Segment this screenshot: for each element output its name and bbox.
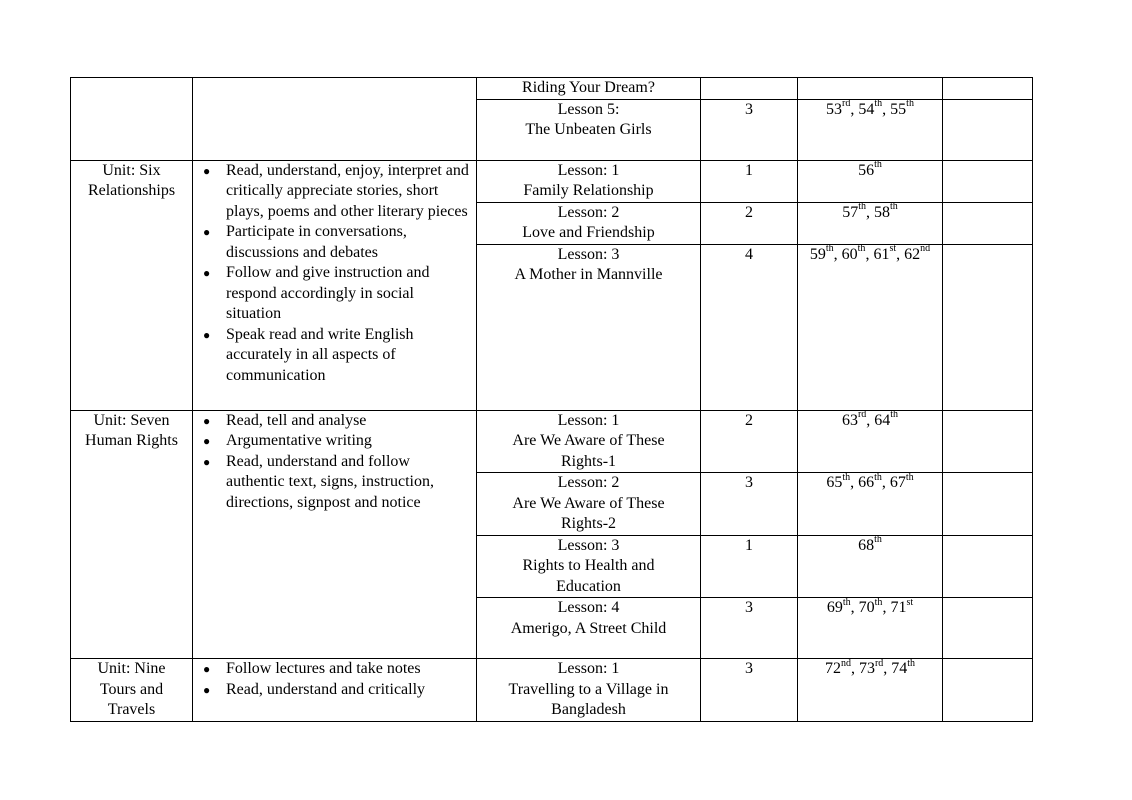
ordinal-suffix: th	[825, 243, 834, 255]
objectives-cell	[193, 160, 477, 410]
lesson-title-line: A Mother in Mannville	[514, 266, 663, 283]
lesson-title-line: Amerigo, A Street Child	[510, 619, 667, 637]
list-item	[203, 263, 470, 325]
table-row	[71, 78, 1033, 100]
class-number-value: 69	[826, 599, 843, 616]
unit-title-line: Human Rights	[85, 432, 178, 449]
bullet-icon: ●	[203, 327, 211, 342]
ordinal-suffix: th	[907, 657, 916, 669]
remarks-cell	[943, 410, 1033, 473]
periods-cell: 3	[701, 598, 798, 659]
periods-cell: 2	[701, 410, 798, 473]
class-number-value: 73	[858, 660, 875, 677]
objective-text: Read, understand, enjoy, interpret and critically appreciate stories, short plays, poems and other literary pieces	[226, 161, 469, 220]
class-numbers-cell	[798, 473, 943, 536]
class-number: 54th,	[858, 98, 891, 118]
class-number	[889, 471, 914, 491]
list-item	[203, 222, 470, 263]
class-number-value: 64	[874, 411, 891, 429]
unit-title-line: Relationships	[87, 182, 176, 199]
class-numbers-cell	[798, 160, 943, 202]
ordinal-suffix: th	[906, 98, 914, 110]
lesson-cell	[477, 410, 701, 473]
objective-text: Follow lectures and take notes	[226, 660, 421, 677]
class-number-value: 58	[874, 203, 890, 221]
lesson-title-line: Lesson 5:	[557, 100, 620, 118]
lesson-title-line: Lesson: 1	[557, 411, 620, 429]
objectives-cell	[193, 659, 477, 722]
bullet-icon: ●	[203, 434, 211, 448]
lesson-title-line: Travelling to a Village in	[508, 680, 669, 698]
syllabus-table	[70, 77, 1033, 722]
table-row	[71, 160, 1033, 202]
objectives-list	[195, 161, 474, 387]
class-number-value: 63	[841, 411, 858, 429]
lesson-title-line: Love and Friendship	[522, 224, 655, 241]
class-number-value: 71	[890, 599, 907, 616]
bullet-icon: ●	[203, 413, 211, 428]
lesson-title-line: Education	[556, 577, 621, 595]
lesson-cell	[477, 160, 701, 202]
bullet-icon: ●	[203, 266, 211, 280]
class-number	[890, 98, 914, 118]
periods-cell: 4	[701, 244, 798, 410]
syllabus-table-body	[71, 78, 1033, 722]
class-number-value: 72	[824, 660, 841, 677]
class-numbers-cell	[798, 410, 943, 473]
lesson-cell	[477, 99, 701, 160]
list-item	[203, 452, 470, 514]
class-number	[874, 409, 899, 429]
lesson-title-line: Lesson: 2	[557, 203, 620, 221]
remarks-cell	[943, 535, 1033, 598]
list-item	[203, 659, 470, 680]
lesson-title-line: Lesson: 3	[557, 536, 620, 554]
objective-text: Read, understand and critically	[226, 680, 426, 698]
list-item	[203, 161, 470, 223]
objectives-cell	[193, 78, 477, 161]
class-number	[891, 657, 916, 677]
ordinal-suffix: th	[858, 201, 866, 213]
ordinal-suffix: th	[842, 596, 851, 608]
class-numbers-cell	[798, 535, 943, 598]
class-number	[874, 201, 898, 221]
lesson-cell	[477, 473, 701, 536]
periods-cell: 1	[701, 160, 798, 202]
unit-title-line: Unit: Seven	[93, 411, 170, 429]
lesson-title-line: Lesson: 1	[557, 161, 620, 179]
periods-cell	[701, 78, 798, 100]
class-number: 73rd,	[858, 657, 892, 677]
remarks-cell	[943, 598, 1033, 659]
class-number: 63rd,	[841, 409, 875, 429]
class-number-value: 68	[858, 536, 875, 554]
objectives-cell	[193, 410, 477, 659]
class-number-value: 54	[858, 100, 875, 118]
class-number: 60th,	[841, 243, 874, 263]
ordinal-suffix: nd	[920, 243, 931, 255]
bullet-icon: ●	[203, 163, 211, 178]
lesson-title-line: Rights-2	[560, 515, 617, 532]
class-number: 69th,	[826, 596, 859, 616]
class-numbers-cell	[798, 99, 943, 160]
class-numbers-cell	[798, 598, 943, 659]
lesson-title-line: Riding Your Dream?	[522, 79, 655, 96]
class-number-value: 66	[858, 474, 875, 491]
ordinal-suffix: th	[874, 534, 882, 546]
class-number-value: 59	[809, 245, 826, 263]
lesson-title-line: Are We Aware of These	[512, 494, 665, 512]
objective-text: Read, tell and analyse	[226, 411, 367, 429]
periods-cell: 3	[701, 99, 798, 160]
class-number: 70th,	[858, 596, 891, 616]
objectives-list	[195, 411, 474, 514]
unit-cell	[71, 410, 193, 659]
ordinal-suffix: th	[842, 471, 851, 483]
ordinal-suffix: th	[874, 596, 883, 608]
lesson-cell	[477, 659, 701, 722]
periods-cell: 1	[701, 535, 798, 598]
ordinal-suffix: th	[905, 471, 914, 483]
ordinal-suffix: st	[889, 243, 897, 255]
class-number-value: 55	[890, 100, 907, 118]
list-item	[203, 680, 470, 701]
periods-cell: 2	[701, 202, 798, 244]
lesson-cell	[477, 535, 701, 598]
class-number-value: 53	[826, 100, 843, 118]
lesson-title-line: Rights-1	[560, 452, 617, 470]
ordinal-suffix: th	[890, 201, 898, 213]
objective-text: Read, understand and follow authentic text, signs, instruction, directions, signpost and notice	[226, 452, 434, 511]
ordinal-suffix: th	[874, 471, 882, 483]
periods-cell: 3	[701, 473, 798, 536]
ordinal-suffix: th	[857, 243, 866, 255]
remarks-cell	[943, 244, 1033, 410]
class-number-value: 60	[841, 245, 858, 263]
class-number-value: 70	[858, 599, 875, 616]
class-number: 72nd,	[824, 657, 859, 677]
unit-cell	[71, 78, 193, 161]
table-row	[71, 659, 1033, 722]
remarks-cell	[943, 78, 1033, 100]
lesson-title-line: The Unbeaten Girls	[525, 121, 652, 138]
bullet-icon: ●	[203, 225, 211, 239]
lesson-title-line: Are We Aware of These	[512, 432, 665, 449]
unit-cell	[71, 160, 193, 410]
class-number: 59th,	[809, 243, 842, 263]
objective-text: Follow and give instruction and respond accordingly in social situation	[226, 264, 430, 322]
remarks-cell	[943, 659, 1033, 722]
class-number-value: 57	[842, 203, 859, 221]
class-number-value: 56	[858, 161, 875, 179]
unit-title-line: Unit: Nine	[97, 660, 166, 677]
ordinal-suffix: rd	[874, 657, 884, 669]
ordinal-suffix: st	[906, 596, 914, 608]
ordinal-suffix: rd	[857, 409, 867, 421]
class-number	[904, 243, 931, 263]
lesson-cell	[477, 202, 701, 244]
lesson-title-line: Lesson: 1	[557, 660, 620, 677]
class-number: 65th,	[826, 471, 859, 491]
class-number: 61st,	[873, 243, 905, 263]
list-item	[203, 325, 470, 387]
ordinal-suffix: th	[874, 98, 883, 110]
objective-text: Argumentative writing	[226, 432, 372, 449]
class-numbers-cell	[798, 659, 943, 722]
class-number	[890, 596, 914, 616]
objective-text: Participate in conversations, discussions and debates	[226, 223, 407, 261]
class-number-value: 62	[904, 245, 921, 263]
lesson-title-line: Lesson: 4	[557, 599, 620, 616]
class-numbers-cell	[798, 78, 943, 100]
remarks-cell	[943, 473, 1033, 536]
ordinal-suffix: nd	[840, 657, 851, 669]
ordinal-suffix: th	[890, 409, 899, 421]
remarks-cell	[943, 160, 1033, 202]
lesson-title-line: Rights to Health and	[522, 557, 655, 574]
ordinal-suffix: rd	[842, 98, 851, 110]
class-numbers-cell	[798, 202, 943, 244]
periods-cell: 3	[701, 659, 798, 722]
lesson-title-line: Lesson: 2	[557, 474, 620, 491]
lesson-title-line: Family Relationship	[523, 182, 654, 199]
class-number-value: 74	[891, 660, 908, 677]
bullet-icon: ●	[203, 662, 211, 676]
remarks-cell	[943, 99, 1033, 160]
objective-text: Speak read and write English accurately in all aspects of communication	[226, 325, 414, 384]
class-number	[858, 159, 882, 179]
unit-cell	[71, 659, 193, 722]
remarks-cell	[943, 202, 1033, 244]
lesson-cell	[477, 598, 701, 659]
class-number: 66th,	[858, 471, 890, 491]
class-number-value: 61	[873, 245, 890, 263]
class-numbers-cell	[798, 244, 943, 410]
class-number: 57th,	[842, 201, 874, 221]
ordinal-suffix: th	[874, 159, 882, 171]
class-number: 53rd,	[826, 98, 859, 118]
bullet-icon: ●	[203, 454, 211, 469]
lesson-cell	[477, 244, 701, 410]
lesson-title-line: Bangladesh	[551, 701, 626, 718]
list-item	[203, 431, 470, 452]
lesson-title-line: Lesson: 3	[557, 245, 620, 263]
bullet-icon: ●	[203, 682, 211, 697]
class-number	[858, 534, 882, 554]
unit-title-line: Unit: Six	[102, 161, 161, 179]
unit-title-line: Travels	[107, 701, 156, 718]
list-item	[203, 411, 470, 432]
unit-title-line: Tours and	[99, 680, 164, 698]
objectives-list	[195, 659, 474, 700]
class-number-value: 67	[889, 474, 906, 491]
lesson-cell	[477, 78, 701, 100]
table-row	[71, 410, 1033, 473]
class-number-value: 65	[826, 474, 843, 491]
